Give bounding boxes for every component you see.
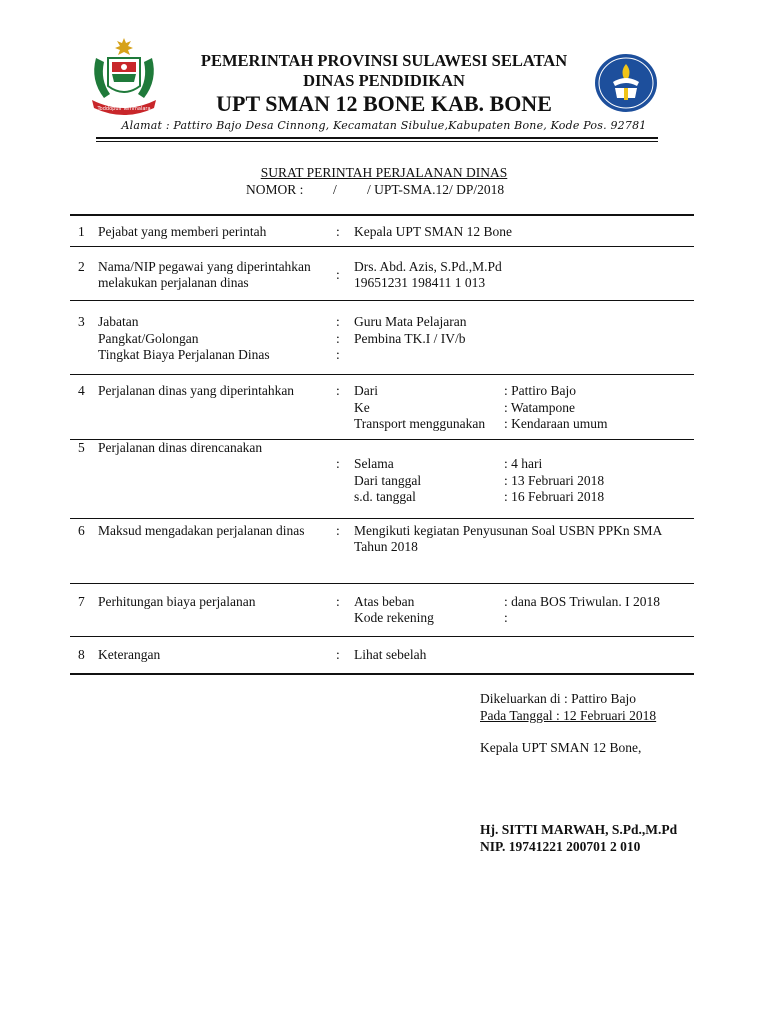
row-label: Tingkat Biaya Perjalanan Dinas bbox=[98, 347, 270, 362]
signer-nip: NIP. 19741221 200701 2 010 bbox=[480, 839, 641, 854]
table-rule-top bbox=[70, 214, 694, 216]
row-colon: : bbox=[336, 267, 340, 282]
row-label: Jabatan bbox=[98, 314, 139, 329]
row-label: Perjalanan dinas direncanakan bbox=[98, 440, 263, 455]
letter-title: SURAT PERINTAH PERJALANAN DINAS bbox=[260, 165, 508, 180]
row-label: Perjalanan dinas yang diperintahkan bbox=[98, 383, 295, 398]
row-value: Tahun 2018 bbox=[354, 539, 418, 554]
header-rule-thick bbox=[96, 137, 658, 139]
row-label: Pejabat yang memberi perintah bbox=[98, 224, 267, 239]
row-value: Guru Mata Pelajaran bbox=[354, 314, 467, 329]
row-sub-value: : 16 Februari 2018 bbox=[504, 489, 605, 504]
row-label: Keterangan bbox=[98, 647, 161, 662]
header-government: PEMERINTAH PROVINSI SULAWESI SELATAN bbox=[200, 51, 568, 70]
row-number: 7 bbox=[78, 594, 85, 609]
row-colon: : bbox=[336, 383, 340, 398]
row-colon: : bbox=[336, 347, 340, 362]
row-colon: : bbox=[336, 594, 340, 609]
issued-date: Pada Tanggal : 12 Februari 2018 bbox=[480, 708, 657, 723]
row-sub-label: Transport menggunakan bbox=[354, 416, 486, 431]
crest-caption: Toddopuli Temmalara bbox=[97, 106, 151, 112]
row-sub-value: : 13 Februari 2018 bbox=[504, 473, 605, 488]
row-sub-value: : Kendaraan umum bbox=[504, 416, 608, 431]
letter-number-slash: / bbox=[333, 182, 337, 197]
row-sub-value: : 4 hari bbox=[504, 456, 543, 471]
table-rule bbox=[70, 374, 694, 375]
row-number: 4 bbox=[78, 383, 85, 398]
row-number: 6 bbox=[78, 523, 85, 538]
table-rule bbox=[70, 300, 694, 301]
row-value: Lihat sebelah bbox=[354, 647, 427, 662]
row-colon: : bbox=[336, 224, 340, 239]
row-label: Pangkat/Golongan bbox=[98, 331, 199, 346]
table-rule bbox=[70, 583, 694, 584]
row-number: 2 bbox=[78, 259, 85, 274]
issued-at: Dikeluarkan di : Pattiro Bajo bbox=[480, 691, 636, 706]
signer-name: Hj. SITTI MARWAH, S.Pd.,M.Pd bbox=[480, 822, 678, 837]
row-value: Kepala UPT SMAN 12 Bone bbox=[354, 224, 512, 239]
row-colon: : bbox=[336, 331, 340, 346]
table-rule bbox=[70, 636, 694, 637]
table-rule-bottom bbox=[70, 673, 694, 675]
table-rule bbox=[70, 518, 694, 519]
row-label: Perhitungan biaya perjalanan bbox=[98, 594, 256, 609]
row-label: Nama/NIP pegawai yang diperintahkan bbox=[98, 259, 311, 274]
row-sub-label: Kode rekening bbox=[354, 610, 434, 625]
row-sub-label: s.d. tanggal bbox=[354, 489, 416, 504]
row-sub-label: Ke bbox=[354, 400, 370, 415]
row-label: melakukan perjalanan dinas bbox=[98, 275, 249, 290]
row-colon: : bbox=[336, 314, 340, 329]
row-colon: : bbox=[336, 523, 340, 538]
row-number: 5 bbox=[78, 440, 85, 455]
table-rule bbox=[70, 246, 694, 247]
letter-number-label: NOMOR : bbox=[246, 182, 304, 197]
row-label: Maksud mengadakan perjalanan dinas bbox=[98, 523, 305, 538]
row-number: 1 bbox=[78, 224, 85, 239]
header-rule-thin bbox=[96, 141, 658, 142]
row-value: 19651231 198411 1 013 bbox=[354, 275, 486, 290]
row-sub-value: : Pattiro Bajo bbox=[504, 383, 576, 398]
row-number: 8 bbox=[78, 647, 85, 662]
letter-number-value: / UPT-SMA.12/ DP/2018 bbox=[367, 182, 505, 197]
header-school: UPT SMAN 12 BONE KAB. BONE bbox=[216, 91, 552, 116]
row-value: Mengikuti kegiatan Penyusunan Soal USBN PPKn SMA bbox=[354, 523, 663, 538]
row-sub-value: : bbox=[504, 610, 508, 625]
row-sub-label: Dari tanggal bbox=[354, 473, 422, 488]
header-address: Alamat : Pattiro Bajo Desa Cinnong, Kecamatan Sibulue,Kabupaten Bone, Kode Pos. 92781 bbox=[121, 119, 647, 132]
row-value: Pembina TK.I / IV/b bbox=[354, 331, 466, 346]
row-colon: : bbox=[336, 456, 340, 471]
row-sub-label: Atas beban bbox=[354, 594, 415, 609]
row-sub-value: : Watampone bbox=[504, 400, 576, 415]
row-sub-label: Dari bbox=[354, 383, 378, 398]
row-colon: : bbox=[336, 647, 340, 662]
row-number: 3 bbox=[78, 314, 85, 329]
header-department: DINAS PENDIDIKAN bbox=[303, 71, 465, 90]
signer-position: Kepala UPT SMAN 12 Bone, bbox=[480, 740, 642, 755]
row-sub-value: : dana BOS Triwulan. I 2018 bbox=[504, 594, 661, 609]
row-sub-label: Selama bbox=[354, 456, 394, 471]
row-value: Drs. Abd. Azis, S.Pd.,M.Pd bbox=[354, 259, 502, 274]
